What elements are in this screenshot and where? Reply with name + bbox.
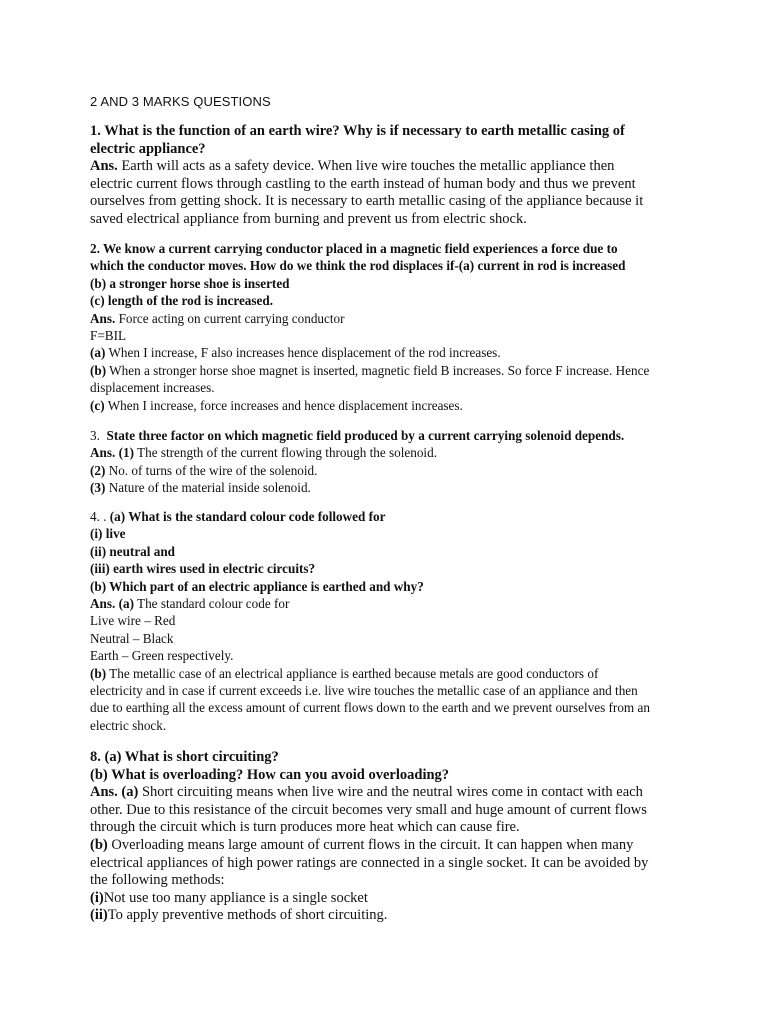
answer-1-line-4: saved electrical appliance from burning and prevent us from electric shock. bbox=[90, 210, 527, 227]
question-2-block bbox=[90, 240, 690, 414]
question-8-line-2: (b) What is overloading? How can you avoid overloading? bbox=[90, 766, 450, 783]
question-2-line-2: which the conductor moves. How do we think the rod displaces if-(a) current in rod is increased bbox=[90, 258, 626, 274]
method-label: (ii) bbox=[90, 907, 108, 924]
answer-8-part-b-line-1 bbox=[90, 837, 690, 855]
answer-label: Ans. bbox=[90, 158, 118, 174]
point-label: (1) bbox=[118, 445, 134, 461]
question-8-block bbox=[90, 749, 690, 925]
answer-4-line-1 bbox=[90, 595, 690, 612]
page-heading: 2 AND 3 MARKS QUESTIONS bbox=[90, 94, 271, 109]
answer-8-line-1 bbox=[90, 784, 690, 802]
answer-1-line-2: electric current flows through castling to the earth instead of human body and thus we prevent bbox=[90, 175, 636, 192]
part-text: When I increase, force increases and hence displacement increases. bbox=[104, 397, 463, 413]
answer-label: Ans. (a) bbox=[90, 596, 134, 612]
part-label: (b) bbox=[90, 836, 108, 853]
part-text: Overloading means large amount of current flows in the circuit. It can happen when many bbox=[107, 836, 634, 853]
answer-8-line-2: other. Due to this resistance of the circuit becomes very small and huge amount of current flows bbox=[90, 801, 647, 818]
answer-3-point-2 bbox=[90, 462, 690, 479]
answer-2-part-c bbox=[90, 397, 690, 414]
colour-code-earth: Earth – Green respectively. bbox=[90, 648, 234, 664]
question-number: 4. . bbox=[90, 509, 107, 524]
point-text: The strength of the current flowing through the solenoid. bbox=[133, 445, 437, 461]
colour-code-neutral: Neutral – Black bbox=[90, 630, 174, 646]
part-text: The metallic case of an electrical appliance is earthed because metals are good conductors of bbox=[106, 665, 599, 681]
formula: F=BIL bbox=[90, 328, 127, 344]
method-label: (i) bbox=[90, 889, 104, 906]
answer-2-part-b-cont: displacement increases. bbox=[90, 380, 215, 396]
answer-text: Short circuiting means when live wire and the neutral wires come in contact with each bbox=[138, 784, 643, 801]
question-text: (a) What is the standard colour code followed for bbox=[109, 509, 386, 524]
question-4-line-3: (ii) neutral and bbox=[90, 543, 175, 559]
question-8-line-1: 8. (a) What is short circuiting? bbox=[90, 749, 279, 765]
question-3-block bbox=[90, 427, 690, 497]
part-label: (c) bbox=[90, 397, 105, 413]
point-label: (3) bbox=[90, 480, 106, 496]
method-text: Not use too many appliance is a single socket bbox=[103, 889, 368, 906]
point-text: No. of turns of the wire of the solenoid. bbox=[105, 462, 318, 478]
method-1 bbox=[90, 890, 690, 908]
answer-8-line-3: through the circuit which is turn produces more heat which can cause fire. bbox=[90, 819, 520, 836]
answer-4-part-b-line-1 bbox=[90, 665, 690, 682]
answer-2-line-1 bbox=[90, 310, 690, 327]
answer-text: Force acting on current carrying conductor bbox=[115, 310, 345, 326]
answer-label: Ans. bbox=[90, 310, 116, 326]
question-2-line-3: (b) a stronger horse shoe is inserted bbox=[90, 275, 290, 291]
answer-3-point-3 bbox=[90, 479, 690, 496]
answer-3-point-1 bbox=[90, 444, 690, 461]
answer-8-part-b-line-2: electrical appliances of high power ratings are connected in a single socket. It can be avoided by bbox=[90, 854, 649, 871]
question-2-line-1: 2. We know a current carrying conductor placed in a magnetic field experiences a force due to bbox=[90, 241, 618, 256]
answer-1-line-3: ourselves from getting shock. It is necessary to earth metallic casing of the appliance because it bbox=[90, 193, 644, 209]
question-1-line-1: 1. What is the function of an earth wire? Why is if necessary to earth metallic casing of bbox=[90, 123, 625, 139]
question-4-line-4: (iii) earth wires used in electric circuits? bbox=[90, 561, 316, 577]
answer-4-part-b-line-2: electricity and in case if current exceeds i.e. live wire touches the metallic case of an appliance and then bbox=[90, 683, 638, 699]
answer-4-part-b-line-3: due to earthing all the excess amount of current flows down to the earth and we prevent ourselves from an bbox=[90, 700, 650, 716]
question-number: 3. bbox=[90, 428, 100, 443]
answer-2-part-a bbox=[90, 344, 690, 361]
answer-8-part-b-line-3: the following methods: bbox=[90, 872, 225, 889]
answer-text: Earth will acts as a safety device. When live wire touches the metallic appliance then bbox=[117, 158, 615, 174]
answer-text: The standard colour code for bbox=[133, 596, 290, 612]
question-2-line-4: (c) length of the rod is increased. bbox=[90, 293, 274, 309]
question-4-block bbox=[90, 508, 690, 734]
part-text: When I increase, F also increases hence displacement of the rod increases. bbox=[105, 345, 501, 361]
part-text: When a stronger horse shoe magnet is inserted, magnetic field B increases. So force F increase. Hence bbox=[106, 362, 650, 378]
part-label: (b) bbox=[90, 362, 107, 378]
colour-code-live: Live wire – Red bbox=[90, 613, 176, 629]
point-label: (2) bbox=[90, 462, 106, 478]
point-text: Nature of the material inside solenoid. bbox=[105, 480, 311, 496]
question-1-block bbox=[90, 123, 690, 228]
answer-2-part-b bbox=[90, 362, 690, 379]
question-4-line-5: (b) Which part of an electric appliance is earthed and why? bbox=[90, 578, 424, 594]
method-2 bbox=[90, 907, 690, 925]
question-3-line bbox=[90, 427, 690, 444]
answer-1-line-1 bbox=[90, 158, 690, 176]
part-label: (a) bbox=[90, 345, 106, 361]
answer-label: Ans. bbox=[90, 445, 116, 461]
answer-label: Ans. (a) bbox=[90, 784, 139, 801]
question-4-line-2: (i) live bbox=[90, 526, 126, 542]
question-text: State three factor on which magnetic field produced by a current carrying solenoid depends. bbox=[106, 428, 625, 443]
answer-4-part-b-line-4: electric shock. bbox=[90, 717, 167, 733]
method-text: To apply preventive methods of short circuiting. bbox=[107, 907, 388, 924]
part-label: (b) bbox=[90, 665, 107, 681]
question-4-line-1 bbox=[90, 508, 690, 525]
question-1-line-2: electric appliance? bbox=[90, 140, 206, 157]
